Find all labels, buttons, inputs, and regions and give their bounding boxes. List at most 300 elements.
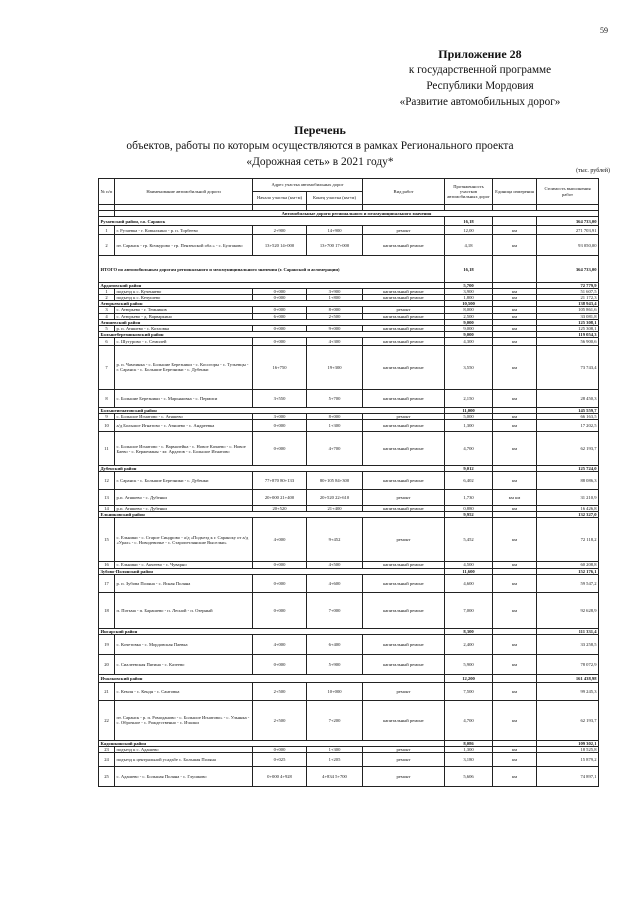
table-group-row [99,674,599,682]
cell-work: ремонт [363,414,445,420]
cell-name: подъезд к с. Кечушево [115,295,253,301]
table-row [99,490,599,506]
cell-end: 10+000 [307,682,363,700]
cell-end: 19+300 [307,345,363,389]
cell-name: а/д Большое Игнатово - с. Атяшево - с. Андреевка [115,420,253,432]
cell-unit: км [493,766,537,786]
cell-start: 0+000 [253,307,307,313]
cell-length: 3,900 [445,289,493,295]
cell-end: 20+520 22+610 [307,490,363,506]
cell-name: Ардатовский район [99,283,445,289]
cell-end: 1+800 [307,295,363,301]
cell-cost: 125 308,1 [537,325,599,331]
cell-length: 9,000 [445,331,493,337]
cell-cost: 31 210,9 [537,490,599,506]
cell-cost: 138 943,4 [537,301,599,307]
cell-length: 1,300 [445,420,493,432]
cell-name: р. п. Чамзинка - с. Большие Березники - с. Косогоры - с. Тузьевцы - г. Саранск - с. Большие Березники - с. Дубенки [115,345,253,389]
cell-no: 9 [99,414,115,420]
cell-length: 1,730 [445,490,493,506]
cell-work: капитальный ремонт [363,574,445,592]
cell-work: капитальный ремонт [363,472,445,490]
document-subtitle: «Дорожная сеть» в 2021 году* [246,156,394,168]
cell-no: 10 [99,420,115,432]
table-row [99,226,599,235]
cell-cost: 74 897,1 [537,766,599,786]
table-row [99,518,599,562]
document-title: Перечень [294,123,346,137]
cell-name: подъезд к с. Адашево [115,746,253,752]
cell-length: 0,880 [445,506,493,512]
cell-length: 2,400 [445,634,493,654]
cell-work: ремонт [363,752,445,766]
cell-length: 4,300 [445,337,493,345]
table-row [99,654,599,674]
cell-name: подъезд к центральной усадьбе с. Большая Поляна [115,752,253,766]
cell-start: 6+000 [253,313,307,319]
cell-start: 0+000 [253,420,307,432]
cell-work: капитальный ремонт [363,506,445,512]
cell-cost: 152 176,1 [537,568,599,574]
header-cost: Стоимость выполнения работ [537,179,599,205]
cell-length: 9,012 [445,466,493,472]
cell-work: ремонт [363,226,445,235]
cell-end: 21+400 [307,506,363,512]
cell-unit: км [493,592,537,628]
cell-no: 20 [99,654,115,674]
cell-name: с. Сиалеевская Пятина - с. Казеево [115,654,253,674]
cell-length: 8,300 [445,628,493,634]
cell-cost: 93 050,00 [537,235,599,256]
table-row [99,766,599,786]
cell-work: капитальный ремонт [363,389,445,407]
cell-name: р.п. Атяшево - с. Дубенки [115,506,253,512]
cell-unit: км [493,506,537,512]
cell-unit: км [493,414,537,420]
cell-start: 0+000 [253,289,307,295]
cell-length: 10,500 [445,301,493,307]
cell-name: подъезд к с. Кученяево [115,289,253,295]
cell-cost: 78 072,9 [537,654,599,674]
cell-length: 11,600 [445,568,493,574]
cell-length: 4,18 [445,235,493,256]
cell-no: 16 [99,562,115,568]
cell-length: 7,000 [445,592,493,628]
cell-name: Кадошкинский район [99,740,445,746]
cell-name: Зубово-Полянский район [99,568,445,574]
cell-work: капитальный ремонт [363,325,445,331]
cell-no: 13 [99,490,115,506]
cell-no: 24 [99,752,115,766]
cell-work: капитальный ремонт [363,295,445,301]
cell-end: 8+000 [307,414,363,420]
cell-end: 6+400 [307,634,363,654]
cell-work: капитальный ремонт [363,345,445,389]
cell-end: 7+200 [307,700,363,740]
table-row [99,752,599,766]
cell-cost: 51 607,5 [537,289,599,295]
cell-name: Рузаевский район, г.о. Саранск [99,217,445,226]
cell-name: с. Атюрьево - д. Варваркино [115,313,253,319]
cell-work: капитальный ремонт [363,289,445,295]
table-row [99,432,599,466]
appendix-line: Республики Мордовия [426,80,534,92]
cell-end: 80+105 84+300 [307,472,363,490]
table-row [99,337,599,345]
cell-start: 2+500 [253,700,307,740]
cell-cost: 105 861,6 [537,307,599,313]
cell-name: г. Рузаевка - г. Ковылкино - р. п. Торбеево [115,226,253,235]
cell-start: 16+750 [253,345,307,389]
cell-name: Ельниковский район [99,512,445,518]
cell-name: Ичалковский район [99,674,445,682]
cell-unit: км [493,345,537,389]
cell-name: с. Большое Игнатово - с. Вармазейка - с. Новое Качаево - с. Новое Баево - с. Кержеманы - кт. Ардатов - с. Большое Игнатово [115,432,253,466]
cell-work: ремонт [363,766,445,786]
header-length: Протяженность участков автомобильных дорог [445,179,493,205]
cell-unit [493,217,537,226]
cell-name: р. п. Зубова Поляна - с. Ясная Поляна [115,574,253,592]
table-row [99,700,599,740]
table-row [99,389,599,407]
cell-start: 2+500 [253,682,307,700]
table-section-heading: Автомобильные дороги регионального и межмуниципального значения [115,211,599,217]
cell-start: 0+000 [253,295,307,301]
cell-start: 0+000 [253,337,307,345]
cell-length: 12,00 [445,226,493,235]
cell-no: 11 [99,432,115,466]
cell-unit: км [493,752,537,766]
cell-work: капитальный ремонт [363,235,445,256]
cell-length: 5,700 [445,283,493,289]
cell-unit: км [493,746,537,752]
page-number: 59 [600,26,608,35]
cell-length: 5,606 [445,766,493,786]
cell-cost: 16 426,8 [537,506,599,512]
cell-end: 4+700 [307,432,363,466]
cell-cost: 17 202,5 [537,420,599,432]
cell-no: 17 [99,574,115,592]
cell-start: 0+000 [253,562,307,568]
cell-cost: 18 525,8 [537,746,599,752]
cell-cost: 99 245,3 [537,682,599,700]
cell-no: 8 [99,389,115,407]
cell-work: капитальный ремонт [363,634,445,654]
cell-length: 2,150 [445,389,493,407]
cell-length: 9,952 [445,512,493,518]
cell-start: 0+000 [253,654,307,674]
cell-cost: 119 054,3 [537,331,599,337]
units-note: (тыс. рублей) [576,168,610,174]
cell-name: с. Ельники - с. Старое Синдрово - а/д «Подъезд к г. Саранску от а/д «Урал» - с. Новодевичье - с. Старопетлянские Выселки» [115,518,253,562]
cell-unit: км [493,682,537,700]
cell-length: 5,000 [445,414,493,420]
cell-start: 4+000 [253,634,307,654]
cell-name: с. Шугурово - с. Семилей [115,337,253,345]
cell-length: 8,086 [445,740,493,746]
cell-start: 2+900 [253,226,307,235]
cell-work: капитальный ремонт [363,654,445,674]
cell-name: с. Большие Березники - с. Марьяновка - с. Пермиси [115,389,253,407]
cell-unit: км [493,289,537,295]
table-row [99,345,599,389]
table-row [99,574,599,592]
cell-name: Дубенский район [99,466,445,472]
cell-cost: 66 163,5 [537,414,599,420]
cell-end: 5+700 [307,389,363,407]
cell-unit: км [493,634,537,654]
cell-unit: км [493,420,537,432]
cell-length: 5,452 [445,518,493,562]
cell-start: 3+000 [253,414,307,420]
cell-name: Атяшевский район [99,319,445,325]
cell-no: 14 [99,506,115,512]
cell-work: ремонт [363,307,445,313]
cell-no: 22 [99,700,115,740]
cell-name: р.п. Атяшево - с. Дубенки [115,490,253,506]
appendix-title: Приложение 28 [438,47,522,61]
cell-length: 9,000 [445,319,493,325]
cell-cost: 72 779,9 [537,283,599,289]
cell-no: 3 [99,307,115,313]
cell-cost: 59 547,2 [537,574,599,592]
cell-end: 8+000 [307,307,363,313]
cell-start: 4+000 [253,518,307,562]
table-row [99,472,599,490]
cell-length: 12,200 [445,674,493,682]
cell-end: 9+452 [307,518,363,562]
cell-no: 12 [99,472,115,490]
cell-name: с. Ельники - с. Акчеево - с. Чуварно [115,562,253,568]
cell-end: 1+300 [307,746,363,752]
cell-name: Инсарский район [99,628,445,634]
cell-no: 25 [99,766,115,786]
cell-cost: 125 308,1 [537,319,599,325]
cell-cost: 28 450,3 [537,389,599,407]
cell-length: 9,000 [445,325,493,331]
cell-length: 4,700 [445,700,493,740]
header-end: Конец участка (км+м) [307,192,363,205]
cell-start: 13+520 14+000 [253,235,307,256]
cell-length: 4,700 [445,432,493,466]
cell-name: г. Саранск - с. Большие Березники - с. Дубенки [115,472,253,490]
cell-start: 0+000 [253,325,307,331]
cell-unit: км [493,700,537,740]
cell-end: 2+500 [307,313,363,319]
cell-cost: 88 086,3 [537,472,599,490]
cell-cost: 132 327,0 [537,512,599,518]
cell-unit: км [493,307,537,313]
cell-end: 14+900 [307,226,363,235]
cell-unit [493,256,537,283]
cell-cost: 73 743,4 [537,345,599,389]
cell-work: капитальный ремонт [363,420,445,432]
cell-name: Большеигнатовский район [99,407,445,413]
table-group-row [99,217,599,226]
cell-no: 1 [99,226,115,235]
cell-no: 7 [99,345,115,389]
cell-work: капитальный ремонт [363,592,445,628]
cell-start: 3+550 [253,389,307,407]
cell-cost: 56 900,6 [537,337,599,345]
cell-work: капитальный ремонт [363,432,445,466]
cell-end: 4+600 [307,574,363,592]
cell-name: р. п. Атяшево - с. Козловка [115,325,253,331]
cell-no: 5 [99,325,115,331]
cell-length: 3,550 [445,345,493,389]
document-title-block [100,122,540,170]
cell-length: 5,900 [445,654,493,674]
cell-end: 4+500 [307,562,363,568]
cell-name: с. Кемля - с. Кендя - с. Сантовка [115,682,253,700]
cell-start: 0+000 [253,574,307,592]
cell-end: 4+300 [307,337,363,345]
cell-unit: км [493,295,537,301]
cell-unit: км [493,235,537,256]
table-row [99,634,599,654]
cell-cost: 145 559,7 [537,407,599,413]
cell-work: капитальный ремонт [363,337,445,345]
cell-end: 3+900 [307,289,363,295]
cell-cost: 72 118,2 [537,518,599,562]
cell-length: 4,600 [445,574,493,592]
cell-start: 0+000 [253,592,307,628]
cell-name: Большеберезниковский район [99,331,445,337]
table-row [99,420,599,432]
cell-cost: 111 331,4 [537,628,599,634]
cell-no: 18 [99,592,115,628]
cell-length: 2,500 [445,313,493,319]
cell-end: 13+700 17+000 [307,235,363,256]
cell-cost: 15 879,2 [537,752,599,766]
document-subtitle: объектов, работы по которым осуществляются в рамках Регионального проекта [126,140,514,152]
cell-start: 0+000 [253,746,307,752]
cell-length: 11,000 [445,407,493,413]
cell-cost: 271 703,91 [537,226,599,235]
cell-work: ремонт [363,682,445,700]
roads-table [98,178,599,787]
cell-end: 4+834 5+700 [307,766,363,786]
cell-cost: 364 733,00 [537,256,599,283]
cell-name: пт. Саранск - р. п. Ромоданово - с. Большое Игнатово» - с. Ульянка - с. Оброчное - с. Рождественно - с. Ичалки [115,700,253,740]
cell-length: 3,180 [445,752,493,766]
cell-end: 1+300 [307,420,363,432]
cell-length: 16,18 [445,217,493,226]
header-unit: Единица измерения [493,179,537,205]
header-name: Наименование автомобильной дороги [115,179,253,205]
cell-start: 0+000 [253,432,307,466]
appendix-block [360,46,600,110]
cell-no: 2 [99,235,115,256]
appendix-line: «Развитие автомобильных дорог» [399,96,561,108]
cell-name: п. Потьма - п. Барашево - п. Лесной - п. Озерный [115,592,253,628]
cell-no: 21 [99,682,115,700]
cell-length: 6,402 [445,472,493,490]
cell-unit: км км [493,490,537,506]
cell-length: 7,500 [445,682,493,700]
cell-unit: км [493,226,537,235]
cell-unit [493,674,537,682]
cell-no: 1 [99,289,115,295]
cell-cost: 161 438,98 [537,674,599,682]
cell-unit: км [493,472,537,490]
cell-work: капитальный ремонт [363,562,445,568]
cell-length: 4,500 [445,562,493,568]
cell-cost: 92 628,9 [537,592,599,628]
cell-unit: км [493,389,537,407]
cell-cost: 364 733,00 [537,217,599,226]
cell-cost: 62 193,7 [537,700,599,740]
cell-name: пт. Саранск - гр. Кочкурово - гр. Пензенской обл.» - с. Булгаково [115,235,253,256]
cell-cost: 21 172,3 [537,295,599,301]
cell-cost: 33 081,8 [537,313,599,319]
cell-no: 6 [99,337,115,345]
cell-cost: 109 302,1 [537,740,599,746]
cell-end: 1+205 [307,752,363,766]
table-row [99,682,599,700]
cell-work: ремонт [363,746,445,752]
cell-no: 23 [99,746,115,752]
cell-no: 4 [99,313,115,319]
cell-no: 15 [99,518,115,562]
cell-no: 2 [99,295,115,301]
cell-name: с. Атюрьево - г. Темников [115,307,253,313]
cell-name: с. Кочетовка - с. Мордовская Паевка [115,634,253,654]
cell-end: 5+900 [307,654,363,674]
header-work: Вид работ [363,179,445,205]
header-section: Адрес участка автомобильных дорог [253,179,363,192]
table-group-row [99,256,599,283]
cell-name: Атюрьевский район [99,301,445,307]
cell-unit: км [493,337,537,345]
cell-work: ремонт [363,490,445,506]
cell-no: 19 [99,634,115,654]
cell-cost: 60 208,8 [537,562,599,568]
header-start: Начало участка (км+м) [253,192,307,205]
table-row [99,235,599,256]
cell-cost: 62 193,7 [537,432,599,466]
table-row [99,592,599,628]
cell-work: ремонт [363,518,445,562]
cell-cost: 125 724,0 [537,466,599,472]
cell-start: 0+025 [253,752,307,766]
cell-unit: км [493,654,537,674]
cell-start: 20+520 [253,506,307,512]
cell-unit: км [493,518,537,562]
cell-start: 77+870 80+133 [253,472,307,490]
cell-length: 1,300 [445,746,493,752]
cell-name: с. Большое Игнатово - с. Атяшево [115,414,253,420]
cell-cost: 33 258,5 [537,634,599,654]
cell-name: ИТОГО по автомобильным дорогам регионального и межмуниципального значения (г. Саранской и агломерации) [99,256,445,283]
cell-start: 20+000 21+400 [253,490,307,506]
cell-length: 1,800 [445,295,493,301]
cell-work: капитальный ремонт [363,700,445,740]
cell-name: с. Адашево - с. Большая Поляна - с. Глушково [115,766,253,786]
appendix-line: к государственной программе [408,64,552,76]
cell-length: 16,18 [445,256,493,283]
cell-end: 7+000 [307,592,363,628]
cell-unit: км [493,325,537,331]
cell-unit: км [493,574,537,592]
cell-unit: км [493,432,537,466]
cell-end: 9+000 [307,325,363,331]
cell-length: 8,000 [445,307,493,313]
header-no: № п/п [99,179,115,205]
cell-work: капитальный ремонт [363,313,445,319]
cell-unit: км [493,562,537,568]
cell-start: 0+000 4+928 [253,766,307,786]
